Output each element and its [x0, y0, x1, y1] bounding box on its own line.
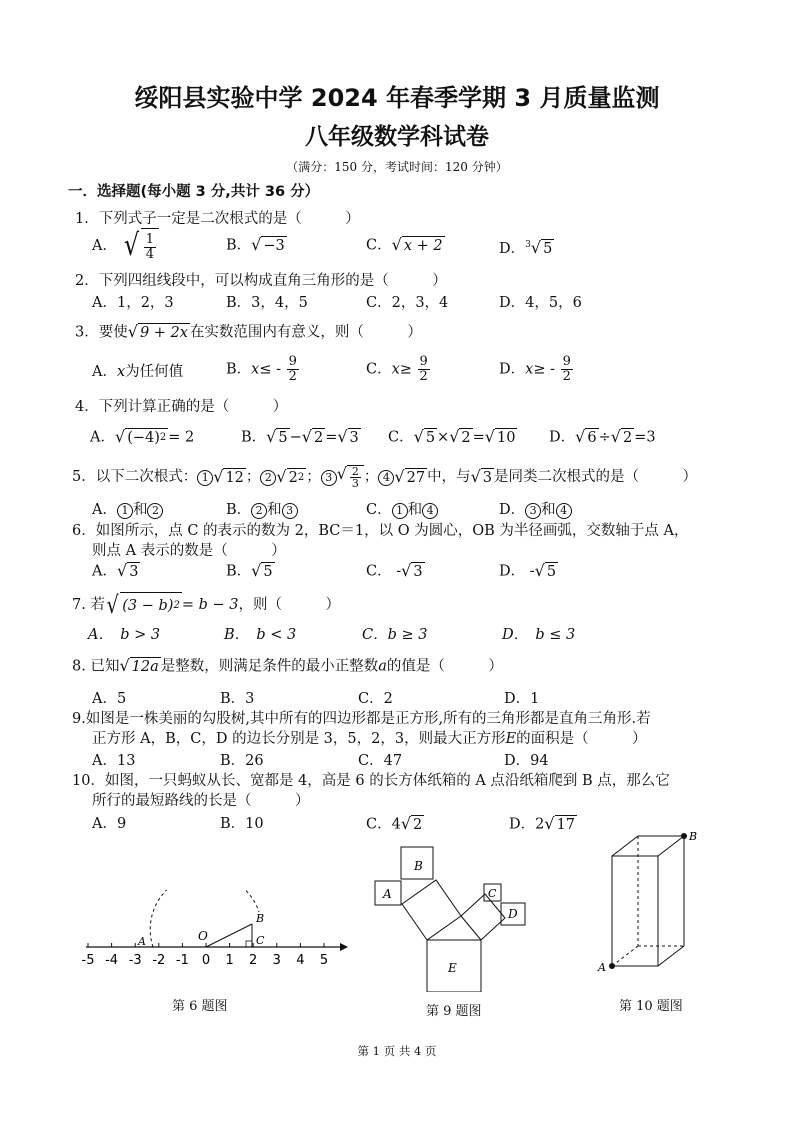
fig10-label-b: B: [689, 830, 698, 843]
q1-option-b: B． √ −3: [226, 235, 285, 254]
q4-option-c: C． √ 5 × √ 2 = √ 10: [388, 427, 516, 446]
q4-option-d: D． √ 6 ÷ √ 2 =3: [549, 427, 656, 446]
fig6-tick-label: 1: [225, 953, 234, 968]
q3-stem: 3．要使 √ 9 + 2x 在实数范围内有意义，则（ ）: [75, 322, 422, 341]
fig9-caption: 第 9 题图: [426, 1004, 482, 1019]
q7-stem: 7. 若 √ (3 − b) 2 = b − 3，则（ ）: [72, 591, 340, 619]
fig6-tick-label: -4: [105, 953, 119, 968]
q7-option-a: A． b > 3: [88, 627, 161, 643]
q2-option-d: D．4，5，6: [499, 295, 582, 311]
q8-option-c: C．2: [358, 691, 393, 707]
fig6-caption: 第 6 题图: [172, 999, 228, 1014]
q2-option-c: C．2，3，4: [366, 295, 449, 311]
q7-option-d: D． b ≤ 3: [502, 627, 576, 643]
fig9-label-c: C: [488, 887, 497, 900]
q7-option-c: C．b ≥ 3: [362, 627, 428, 643]
q10-stem-2: 所行的最短路线的长是（ ）: [92, 793, 310, 809]
q6-option-a: A． √ 3: [92, 561, 139, 580]
q7-option-b: B． b < 3: [224, 627, 297, 643]
fig6-tick-label: 2: [249, 953, 258, 968]
q9-option-b: B．26: [220, 753, 264, 769]
q6-stem-1: 6．如图所示，点 C 的表示的数为 2，BC＝1，以 O 为圆心，OB 为半径画弧，交数轴于点 A，: [72, 523, 689, 539]
q1-option-d: D．$^3$ √ 5: [499, 238, 553, 258]
q5-option-c: C． 1 和 4: [366, 501, 438, 519]
fig6-tick-label: -5: [81, 953, 95, 968]
fig6-tick-label: 3: [272, 953, 281, 968]
exam-title: 绥阳县实验中学 2024 年春季学期 3 月质量监测: [134, 84, 660, 112]
fig6-number-line: [78, 890, 348, 970]
q1-option-c: C． √ x + 2: [366, 235, 443, 254]
q6-option-d: D． - √ 5: [499, 561, 557, 580]
fig6-tick-label: -2: [152, 953, 166, 968]
q9-option-c: C．47: [358, 753, 403, 769]
fig6-label-b: B: [256, 912, 265, 925]
fig6-tick-label: 5: [319, 953, 329, 968]
q10-stem-1: 10．如图，一只蚂蚁从长、宽都是 4，高是 6 的长方体纸箱的 A 点沿纸箱爬到 B 点，那么它: [72, 773, 670, 789]
section-heading: 一．选择题(每小题 3 分,共计 36 分）: [68, 184, 320, 200]
fig10-caption: 第 10 题图: [619, 999, 683, 1014]
q9-stem-2: 正方形 A，B，C，D 的边长分别是 3，5，2，3，则最大正方形E的面积是（ ）: [92, 731, 647, 747]
q3-option-b: B．x≤ - $\frac{9}{2}$: [226, 354, 297, 384]
fig10-label-a: A: [598, 961, 606, 974]
fig9-label-d: D: [508, 907, 518, 921]
q9-option-a: A．13: [92, 753, 136, 769]
q10-option-d: D．2 √ 17: [509, 814, 576, 833]
q3-option-a: A．x为任何值: [92, 364, 184, 380]
q2-stem: 2．下列四组线段中，可以构成直角三角形的是（ ）: [75, 273, 447, 289]
fig9-label-b: B: [414, 859, 423, 873]
q2-option-a: A．1，2，3: [92, 295, 174, 311]
fig6-label-c: C: [256, 934, 265, 947]
exam-note: （满分：150 分，考试时间：120 分钟）: [286, 160, 508, 174]
q4-stem: 4．下列计算正确的是（ ）: [75, 399, 288, 415]
q5-option-d: D． 3 和 4: [499, 501, 572, 519]
q4-option-a: A． √ (−4) 2 = 2: [90, 427, 195, 446]
q2-option-b: B．3，4，5: [226, 295, 308, 311]
fig6-tick-label: -1: [175, 953, 189, 968]
exam-subtitle: 八年级数学科试卷: [305, 124, 489, 150]
q1-option-a: A． √ $\frac{1}{4}$: [92, 228, 159, 264]
q8-option-d: D．1: [504, 691, 540, 707]
q5-option-a: A． 1 和 2: [92, 501, 163, 519]
q5-option-b: B． 2 和 3: [226, 501, 298, 519]
q10-option-b: B．10: [220, 816, 264, 832]
q1-stem: 1．下列式子一定是二次根式的是（ ）: [75, 211, 360, 227]
page-footer: 第 1 页 共 4 页: [357, 1044, 437, 1058]
q10-option-a: A．9: [92, 816, 127, 832]
q10-option-c: C．4 √ 2: [366, 814, 423, 833]
fig6-label-o: O: [198, 929, 208, 943]
q8-option-b: B．3: [220, 691, 255, 707]
q9-option-d: D．94: [504, 753, 549, 769]
fig9-pythagoras-tree: [370, 842, 535, 992]
fig6-tick-label: 0: [201, 953, 211, 968]
q5-stem: 5．以下二次根式： 1 √ 12 ； 2 √ 2 2 ； 3 √ $\frac{2}{3}$ ； 4 √ 27 中，与 √ 3 是同类二次根式的是（ ）: [72, 464, 697, 490]
fig9-label-e: E: [448, 961, 457, 975]
fig6-tick-label: -3: [128, 953, 142, 968]
q6-stem-2: 则点 A 表示的数是（ ）: [92, 543, 286, 559]
q8-stem: 8. 已知 √ 12a 是整数，则满足条件的最小正整数a的值是（ ）: [72, 656, 503, 675]
fig9-label-a: A: [383, 887, 392, 901]
q8-option-a: A．5: [92, 691, 127, 707]
fig6-label-a: A: [138, 935, 146, 948]
fig10-cuboid: [596, 826, 706, 976]
q6-option-c: C． - √ 3: [366, 561, 423, 580]
q3-option-d: D．x≥ - $\frac{9}{2}$: [499, 354, 571, 384]
fig6-tick-label: 4: [296, 953, 305, 968]
q3-option-c: C．x≥ $\frac{9}{2}$: [366, 354, 428, 384]
q9-stem-1: 9.如图是一株美丽的勾股树,其中所有的四边形都是正方形,所有的三角形都是直角三角形.若: [72, 711, 651, 727]
q4-option-b: B． √ 5 − √ 2 = √ 3: [241, 427, 359, 446]
q6-option-b: B． √ 5: [226, 561, 273, 580]
